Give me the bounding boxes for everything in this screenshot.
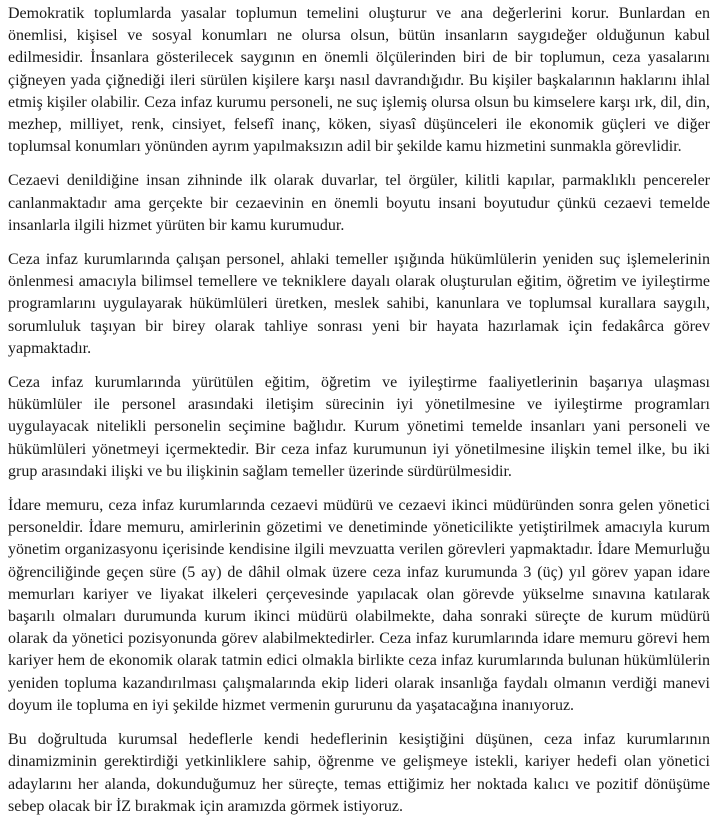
document-body bbox=[8, 3, 710, 818]
paragraph-staff-rehabilitation: Ceza infaz kurumlarında çalışan personel, ahlaki temeller ışığında hükümlülerin yeniden suç işlemelerinin önlenmesi amacıyla bilimsel temellere ve tekniklere dayalı olarak oluşturulan eğitim, öğretim ve iyileştirme programlarını uygulayarak hükümlüleri üretken, meslek sahibi, kanunlara ve toplumsal kurallara saygılı, sorumluluk taşıyan bir birey olarak tahliye sonrası yeni bir hayata hazırlamak için fedakârca görev yapmaktadır. bbox=[8, 251, 710, 357]
paragraph-communication-management: Ceza infaz kurumlarında yürütülen eğitim, öğretim ve iyileştirme faaliyetlerinin başarıya ulaşması hükümlüler ile personel arasındaki iletişim sürecinin iyi yönetilmesine ve iyileştirme programları uygulayacak nitelikli personelin seçimine bağlıdır. Kurum yönetimi temelde insanları yani personeli ve hükümlüleri yönetmeyi içermektedir. Bir ceza infaz kurumunun iyi yönetilmesine ilişkin temel ilke, bu iki grup arasındaki ilişki ve bu ilişkinin sağlam temeller üzerinde sürdürülmesidir. bbox=[8, 374, 710, 480]
paragraph-administrative-officer: İdare memuru, ceza infaz kurumlarında cezaevi müdürü ve cezaevi ikinci müdüründen sonra gelen yönetici personeldir. İdare memuru, amirlerinin gözetimi ve denetiminde yöneticilikte yetiştirilmek amacıyla kurum yönetim organizasyonu içerisinde kendisine ilgili mevzuatta verilen görevleri yapmaktadır. İdare Memurluğu öğrenciliğinde geçen süre (5 ay) de dâhil olmak üzere ceza infaz kurumunda 3 (üç) yıl görev yapan idare memurları kariyer ve liyakat ilkeleri çerçevesinde yapılacak olan görevde yükselme sınavına katılarak başarılı olmaları durumunda kurum ikinci müdürü olabilmekte, daha sonraki süreçte de kurum müdürü olarak da yönetici pozisyonunda görev alabilmektedirler. Ceza infaz kurumlarında idare memuru görevi hem kariyer hem de ekonomik olarak tatmin edici olmakla birlikte ceza infaz kurumlarında bulunan hükümlülerin yeniden topluma kazandırılması çalışmalarında ekip lideri olarak insanlığa faydalı olmanın verdiği manevi doyum ile topluma en iyi şekilde hizmet vermenin gururunu da yaşatacağına inanıyoruz. bbox=[8, 497, 710, 714]
paragraph-candidate-call: Bu doğrultuda kurumsal hedeflerle kendi hedeflerinin kesiştiğini düşünen, ceza infaz kurumlarının dinamizminin gerektirdiği yetkinliklere sahip, öğrenme ve gelişmeye istekli, kariyer hedefi olan yönetici adaylarını her alanda, dokunduğumuz her süreçte, temas ettiğimiz her noktada kalıcı ve pozitif dönüşüme sebep olacak bir İZ bırakmak için aramızda görmek istiyoruz. bbox=[8, 731, 710, 815]
paragraph-prison-human-dimension: Cezaevi denildiğine insan zihninde ilk olarak duvarlar, tel örgüler, kilitli kapılar, parmaklıklı pencereler canlanmaktadır ama gerçekte bir cezaevinin en önemli boyutu insani boyutudur çünkü cezaevi temelde insanlarla ilgili hizmet yürüten bir kamu kurumudur. bbox=[8, 172, 710, 234]
paragraph-democratic-societies: Demokratik toplumlarda yasalar toplumun temelini oluşturur ve ana değerlerini korur. Bunlardan en önemlisi, kişisel ve sosyal konumları ne olursa olsun, bütün insanların saygıdeğer olduğunun kabul edilmesidir. İnsanlara gösterilecek saygının en önemli ölçülerinden biri de bir toplumun, ceza yasalarını çiğneyen yada çiğnediği ileri sürülen kişilere karşı nasıl davrandığıdır. Bu kişiler başkalarının haklarını ihlal etmiş kişiler olabilir. Ceza infaz kurumu personeli, ne suç işlemiş olursa olsun bu kimselere karşı ırk, dil, din, mezhep, milliyet, renk, cinsiyet, felsefî inanç, köken, siyasî düşünceleri ile ekonomik güçleri ve diğer toplumsal konumları yönünden ayrım yapılmaksızın adil bir şekilde kamu hizmetini sunmakla görevlidir. bbox=[8, 5, 710, 156]
